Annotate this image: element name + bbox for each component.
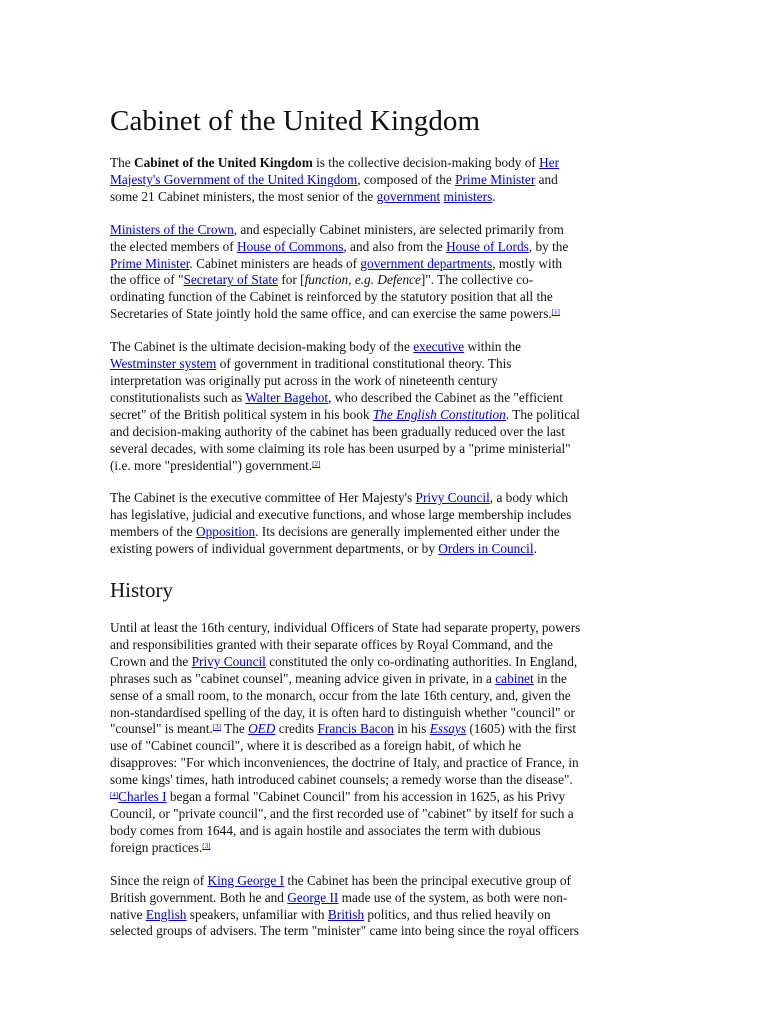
citation-2[interactable]: [2] <box>312 459 321 468</box>
link-prime-minister[interactable]: Prime Minister <box>455 171 536 187</box>
paragraph-intro: The Cabinet of the United Kingdom is the collective decision-making body of Her Majesty's Government of the United Kingdom, composed of the Prime Minister and some 21 Cabinet ministers, the most senior of the government ministers. <box>110 155 560 204</box>
section-heading-history: History <box>110 578 173 603</box>
link-british[interactable]: British <box>327 906 365 922</box>
page-title: Cabinet of the United Kingdom <box>110 105 481 137</box>
link-cabinet[interactable]: cabinet <box>495 670 534 686</box>
link-ministers-of-the-crown[interactable]: Ministers of the Crown <box>110 221 234 237</box>
link-her-majestys-government[interactable]: Her <box>539 155 560 170</box>
link-walter-bagehot[interactable]: Walter Bagehot <box>245 389 329 405</box>
paragraph-history: Until at least the 16th century, individual Officers of State had separate property, powers and responsibilities granted with their separate offices by Royal Command, and the Crown and the Privy Council constituted the only co-ordinating authorities. In England, phrases such as "cabinet counsel", meaning advice given in private, in a cabinet in the sense of a small room, to the monarch, occur from the late 16th century, and, given the non-standardised spelling of the day, it is often hard to distinguish whether "council" or "counsel" is meant.[3] The OED credits Francis Bacon in his Essays (1605) with the first use of "Cabinet council", where it is described as a foreign habit, of which he disapproves: "For which inconveniences, the doctrine of Italy, and practice of France, in some kings' times, hath introduced cabinet counsels; a remedy worse than the disease". [4]Charles I began a formal "Cabinet Council" from his accession in 1625, as his Privy Council, or "private council", and the first recorded use of "cabinet" by itself for such a body comes from 1644, and is again hostile and associates the term with dubious foreign practices.[3] <box>110 620 581 855</box>
paragraph-privy-council: The Cabinet is the executive committee of Her Majesty's Privy Council, a body which has legislative, judicial and executive functions, and whose large membership includes members of the Opposition. Its decisions are generally implemented either under the existing powers of individual government departments, or by Orders in Council. <box>110 490 572 557</box>
citation-3[interactable]: [3] <box>212 723 221 732</box>
citation-1[interactable]: [1] <box>551 308 560 317</box>
link-orders-in-council[interactable]: Orders in Council <box>438 541 534 557</box>
link-english-constitution[interactable]: The English Constitution <box>372 406 506 422</box>
link-government-departments[interactable]: government departments <box>360 255 493 271</box>
link-ministers[interactable]: ministers <box>443 188 493 204</box>
bold-term: Cabinet of the United Kingdom <box>134 155 313 170</box>
link-house-of-commons[interactable]: House of Commons <box>237 238 344 254</box>
link-prime-minister-2[interactable]: Prime Minister <box>110 255 190 271</box>
paragraph-george: Since the reign of King George I the Cabinet has been the principal executive group of British government. Both he and George II made use of the system, as both were non- native English speakers, unfamiliar with British politics, and thus relied heavily on selected groups of advisers. The term "minister" came into being since the royal officers <box>110 872 579 939</box>
citation-3b[interactable]: [3] <box>202 841 211 850</box>
link-executive[interactable]: executive <box>413 339 465 355</box>
citation-4[interactable]: [4] <box>110 791 119 800</box>
link-francis-bacon[interactable]: Francis Bacon <box>317 721 394 737</box>
link-charles-i[interactable]: Charles I <box>118 789 167 805</box>
link-george-ii[interactable]: George II <box>287 889 339 905</box>
link-house-of-lords[interactable]: House of Lords <box>446 238 529 254</box>
link-government[interactable]: government <box>376 188 441 204</box>
italic-function: function, e.g. Defence <box>304 272 421 288</box>
link-english[interactable]: English <box>145 906 187 922</box>
link-essays[interactable]: Essays <box>429 721 466 737</box>
link-privy-council[interactable]: Privy Council <box>415 490 490 506</box>
link-westminster-system[interactable]: Westminster system <box>110 356 217 372</box>
paragraph-ministers: Ministers of the Crown, and especially Cabinet ministers, are selected primarily from the elected members of House of Commons, and also from the House of Lords, by the Prime Minister. Cabinet ministers are heads of government departments, mostly with the office of "Secretary of State for [function, e.g. Defence]". The collective co- ordinating function of the Cabinet is reinforced by the statutory position that all the Secretaries of State jointly hold the same office, and can exercise the same powers.[1] <box>110 221 569 322</box>
link-opposition[interactable]: Opposition <box>196 524 256 540</box>
link-privy-council-2[interactable]: Privy Council <box>191 653 266 669</box>
link-secretary-of-state[interactable]: Secretary of State <box>183 272 278 288</box>
link-her-majestys-government-cont[interactable]: Majesty's Government of the United Kingdom <box>110 171 358 187</box>
link-king-george-i[interactable]: King George I <box>207 872 285 888</box>
paragraph-executive: The Cabinet is the ultimate decision-making body of the executive within the Westminster system of government in traditional constitutional theory. This interpretation was originally put across in the work of nineteenth century constitutionalists such as Walter Bagehot, who described the Cabinet as the "efficient secret" of the British political system in his book The English Constitution. The political and decision-making authority of the cabinet has been gradually reduced over the last several decades, with some claiming its role has been usurped by a "prime ministerial" (i.e. more "presidential") government.[2] <box>110 339 580 473</box>
link-oed[interactable]: OED <box>248 721 276 737</box>
